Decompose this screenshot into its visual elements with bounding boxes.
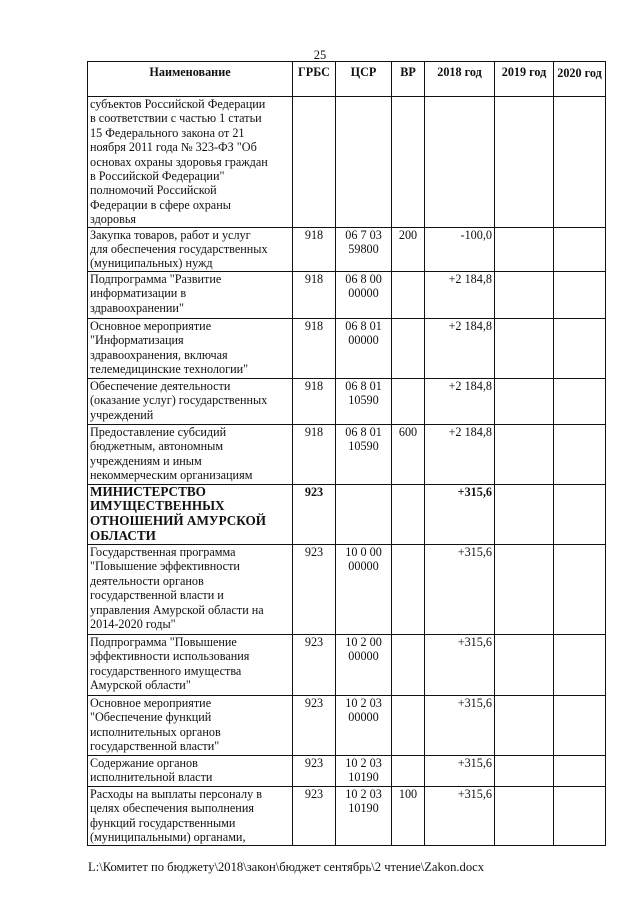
cell-2019 <box>495 695 554 755</box>
cell-name: Государственная программа "Повышение эффективности деятельности органов государственной власти и управления Амурской области на 2014-2020 годы" <box>88 544 293 634</box>
cell-name: МИНИСТЕРСТВО ИМУЩЕСТВЕННЫХ ОТНОШЕНИЙ АМУРСКОЙ ОБЛАСТИ <box>88 484 293 544</box>
cell-2018: +315,6 <box>425 695 495 755</box>
cell-2020 <box>554 318 606 378</box>
cell-2019 <box>495 227 554 271</box>
cell-grbs: 923 <box>293 695 336 755</box>
cell-2019 <box>495 484 554 544</box>
cell-grbs: 918 <box>293 318 336 378</box>
cell-csr <box>336 97 392 228</box>
cell-grbs: 918 <box>293 378 336 424</box>
cell-csr: 10 2 03 10190 <box>336 755 392 786</box>
cell-csr: 06 8 01 10590 <box>336 378 392 424</box>
cell-vr <box>392 318 425 378</box>
cell-vr: 600 <box>392 424 425 484</box>
cell-csr: 06 8 00 00000 <box>336 271 392 318</box>
cell-grbs: 918 <box>293 424 336 484</box>
cell-csr: 10 2 00 00000 <box>336 634 392 695</box>
header-2020: 2020 год <box>554 62 606 97</box>
table-row <box>88 786 606 845</box>
cell-2020 <box>554 271 606 318</box>
cell-name: Подпрограмма "Развитие информатизации в здравоохранении" <box>88 271 293 318</box>
table-body <box>88 97 606 846</box>
cell-2020 <box>554 484 606 544</box>
cell-2019 <box>495 318 554 378</box>
table-row <box>88 755 606 786</box>
cell-2019 <box>495 97 554 228</box>
cell-2020 <box>554 378 606 424</box>
cell-name: Закупка товаров, работ и услуг для обеспечения государственных (муниципальных) нужд <box>88 227 293 271</box>
table-row <box>88 634 606 695</box>
file-path-footer: L:\Комитет по бюджету\2018\закон\бюджет сентябрь\2 чтение\Zakon.docx <box>88 860 485 874</box>
cell-2018: +315,6 <box>425 755 495 786</box>
header-vr: ВР <box>392 62 425 97</box>
cell-2019 <box>495 786 554 845</box>
table-row <box>88 424 606 484</box>
table-row <box>88 378 606 424</box>
cell-csr <box>336 484 392 544</box>
cell-grbs: 918 <box>293 271 336 318</box>
cell-2019 <box>495 544 554 634</box>
cell-grbs: 923 <box>293 786 336 845</box>
cell-2020 <box>554 97 606 228</box>
cell-vr <box>392 544 425 634</box>
table-row <box>88 544 606 634</box>
cell-2018: +315,6 <box>425 634 495 695</box>
cell-name: Содержание органов исполнительной власти <box>88 755 293 786</box>
cell-vr <box>392 755 425 786</box>
cell-vr: 200 <box>392 227 425 271</box>
cell-2019 <box>495 634 554 695</box>
cell-grbs: 923 <box>293 484 336 544</box>
cell-name: субъектов Российской Федерации в соответствии с частью 1 статьи 15 Федерального закона от 21 ноября 2011 года № 323-ФЗ "Об основах охраны здоровья граждан в Российской Федерации" полномочий Российской Федерации в сфере охраны здоровья <box>88 97 293 228</box>
cell-grbs: 923 <box>293 544 336 634</box>
table-header-row <box>88 62 606 97</box>
budget-table <box>87 61 606 846</box>
cell-vr <box>392 378 425 424</box>
header-name: Наименование <box>88 62 293 97</box>
header-2018: 2018 год <box>425 62 495 97</box>
table-row <box>88 227 606 271</box>
table-row <box>88 97 606 228</box>
table-row <box>88 484 606 544</box>
cell-name: Предоставление субсидий бюджетным, автономным учреждениям и иным некоммерческим организациям <box>88 424 293 484</box>
cell-csr: 10 2 03 10190 <box>336 786 392 845</box>
cell-name: Обеспечение деятельности (оказание услуг) государственных учреждений <box>88 378 293 424</box>
cell-2018 <box>425 97 495 228</box>
header-csr: ЦСР <box>336 62 392 97</box>
cell-2020 <box>554 227 606 271</box>
cell-grbs: 923 <box>293 634 336 695</box>
cell-2019 <box>495 271 554 318</box>
cell-name: Расходы на выплаты персоналу в целях обеспечения выполнения функций государственными (муниципальными) органами, <box>88 786 293 845</box>
table-row <box>88 695 606 755</box>
cell-2020 <box>554 544 606 634</box>
cell-grbs: 918 <box>293 227 336 271</box>
table-row <box>88 271 606 318</box>
page-number: 25 <box>313 48 327 62</box>
header-grbs: ГРБС <box>293 62 336 97</box>
cell-grbs: 923 <box>293 755 336 786</box>
cell-csr: 06 8 01 10590 <box>336 424 392 484</box>
cell-name: Основное мероприятие "Информатизация здравоохранения, включая телемедицинские технологии" <box>88 318 293 378</box>
cell-vr <box>392 695 425 755</box>
cell-2020 <box>554 634 606 695</box>
cell-2018: +2 184,8 <box>425 271 495 318</box>
cell-2020 <box>554 695 606 755</box>
cell-vr <box>392 634 425 695</box>
cell-2018: +2 184,8 <box>425 424 495 484</box>
cell-2019 <box>495 755 554 786</box>
cell-2019 <box>495 378 554 424</box>
cell-2018: +2 184,8 <box>425 378 495 424</box>
cell-2019 <box>495 424 554 484</box>
cell-name: Основное мероприятие "Обеспечение функций исполнительных органов государственной власти" <box>88 695 293 755</box>
cell-grbs <box>293 97 336 228</box>
cell-vr: 100 <box>392 786 425 845</box>
cell-vr <box>392 484 425 544</box>
cell-2018: +315,6 <box>425 484 495 544</box>
cell-csr: 10 0 00 00000 <box>336 544 392 634</box>
cell-2018: +315,6 <box>425 786 495 845</box>
cell-2018: +315,6 <box>425 544 495 634</box>
cell-2020 <box>554 786 606 845</box>
cell-csr: 06 7 03 59800 <box>336 227 392 271</box>
header-2019: 2019 год <box>495 62 554 97</box>
cell-csr: 06 8 01 00000 <box>336 318 392 378</box>
cell-vr <box>392 271 425 318</box>
cell-2018: +2 184,8 <box>425 318 495 378</box>
cell-2020 <box>554 424 606 484</box>
table-row <box>88 318 606 378</box>
cell-name: Подпрограмма "Повышение эффективности использования государственного имущества Амурской области" <box>88 634 293 695</box>
cell-csr: 10 2 03 00000 <box>336 695 392 755</box>
cell-vr <box>392 97 425 228</box>
cell-2020 <box>554 755 606 786</box>
cell-2018: -100,0 <box>425 227 495 271</box>
